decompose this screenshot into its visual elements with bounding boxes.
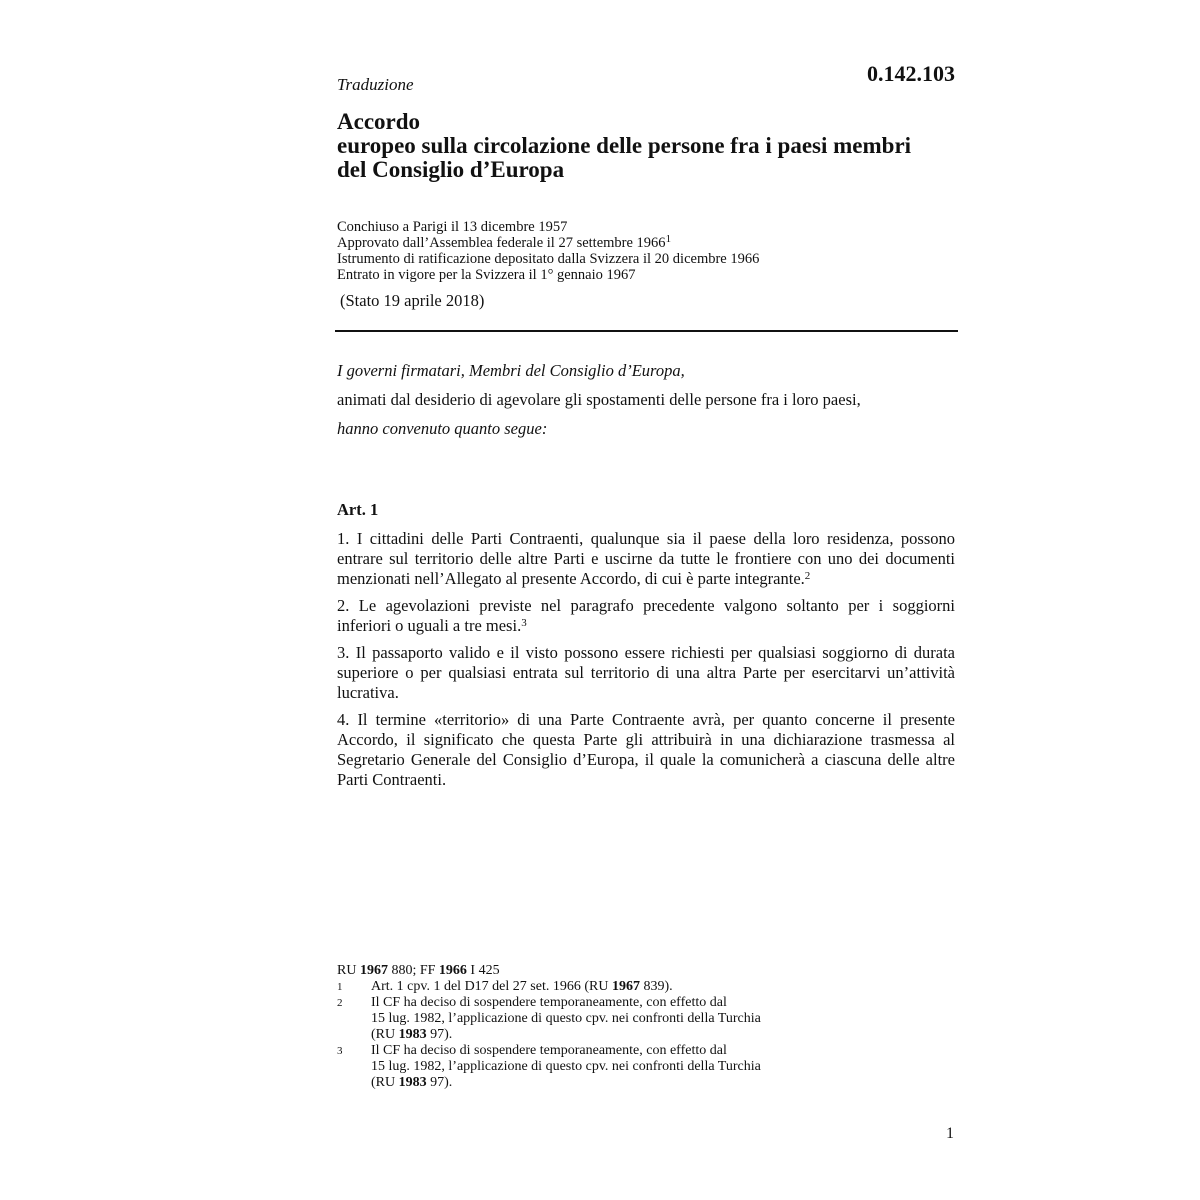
source-year-2: 1966 [438, 963, 467, 978]
footnote-number: 2 [337, 997, 343, 1009]
footnote-number: 3 [337, 1045, 343, 1057]
document-code: 0.142.103 [867, 61, 955, 86]
status-date: (Stato 19 aprile 2018) [340, 291, 485, 310]
page-number: 1 [946, 1125, 954, 1142]
title-line-2: europeo sulla circolazione delle persone fra i paesi membri [337, 133, 912, 158]
article-paragraph-1 [337, 529, 955, 589]
footnote-number: 1 [337, 981, 343, 993]
footnote-year: 1983 [398, 1027, 427, 1042]
footnote-ref-3[interactable]: 3 [521, 617, 527, 629]
title-line-3: del Consiglio d’Europa [337, 157, 565, 182]
footnote-text-a: Il CF ha deciso di sospendere temporaneamente, con effetto dal 15 lug. 1982, l’applicazione di questo cpv. nei confronti della Turchia (RU [371, 1043, 761, 1090]
preamble-line-3: hanno convenuto quanto segue: [337, 419, 548, 438]
footnote-text-b: 839). [639, 979, 673, 994]
footnote-year: 1983 [398, 1075, 427, 1090]
source-text-c: I 425 [466, 963, 500, 978]
ratification-date: Istrumento di ratificazione depositato dalla Svizzera il 20 dicembre 1966 [337, 251, 760, 267]
translation-label: Traduzione [337, 75, 414, 94]
footnotes [337, 963, 897, 1091]
article-paragraph-4: 4. Il termine «territorio» di una Parte Contraente avrà, per quanto concerne il presente Accordo, il significato che questa Parte gli attribuirà in una dichiarazione trasmessa al Segretario Generale del Consiglio d’Europa, il quale la comunicherà a ciascuna delle altre Parti Contraenti. [337, 710, 955, 789]
footnote-text [371, 979, 673, 995]
preamble [337, 361, 957, 448]
approved-date [337, 235, 759, 251]
footnote-text-b: 97). [426, 1075, 453, 1090]
footnote-year: 1967 [611, 979, 640, 994]
footnote-1 [337, 979, 897, 995]
paragraph-1-text: 1. I cittadini delle Parti Contraenti, qualunque sia il paese della loro residenza, possono entrare sul territorio delle altre Parti e uscirne da tutte le frontiere con uno dei documenti menzionati nell’Allegato al presente Accordo, di cui è parte integrante. [337, 529, 955, 588]
preamble-line-1: I governi firmatari, Membri del Consiglio d’Europa, [337, 361, 685, 380]
title-line-1: Accordo [337, 109, 421, 134]
article-heading: Art. 1 [337, 500, 379, 519]
approved-text: Approvato dall’Assemblea federale il 27 settembre 1966 [337, 235, 666, 251]
source-text-b: 880; FF [387, 963, 439, 978]
footnote-text [371, 995, 761, 1043]
in-force-date: Entrato in vigore per la Svizzera il 1° gennaio 1967 [337, 267, 636, 283]
concluded-date: Conchiuso a Parigi il 13 dicembre 1957 [337, 219, 568, 235]
footnote-text-a: Art. 1 cpv. 1 del D17 del 27 set. 1966 (RU [371, 979, 612, 994]
footnote-text [371, 1043, 761, 1091]
footnote-2 [337, 995, 897, 1043]
article-paragraph-2 [337, 596, 955, 636]
document-title [337, 110, 911, 182]
article-body [337, 529, 955, 797]
paragraph-2-text: 2. Le agevolazioni previste nel paragrafo precedente valgono soltanto per i soggiorni inferiori o uguali a tre mesi. [337, 596, 955, 635]
footnote-3 [337, 1043, 897, 1091]
source-year-1: 1967 [359, 963, 388, 978]
source-text-a: RU [337, 963, 360, 978]
footnote-text-a: Il CF ha deciso di sospendere temporaneamente, con effetto dal 15 lug. 1982, l’applicazione di questo cpv. nei confronti della Turchia (RU [371, 995, 761, 1042]
footnote-ref-2[interactable]: 2 [804, 570, 811, 582]
document-metadata [337, 219, 759, 283]
article-paragraph-3: 3. Il passaporto valido e il visto possono essere richiesti per qualsiasi soggiorno di durata superiore o per qualsiasi entrata sul territorio di una altra Parte per esercitarvi un’attività lucrativa. [337, 643, 955, 702]
footnote-ref-1[interactable]: 1 [665, 233, 672, 245]
preamble-line-2: animati dal desiderio di agevolare gli spostamenti delle persone fra i loro paesi, [337, 390, 861, 409]
header-divider [335, 330, 958, 332]
footnote-source [337, 963, 897, 979]
footnote-text-b: 97). [426, 1027, 453, 1042]
